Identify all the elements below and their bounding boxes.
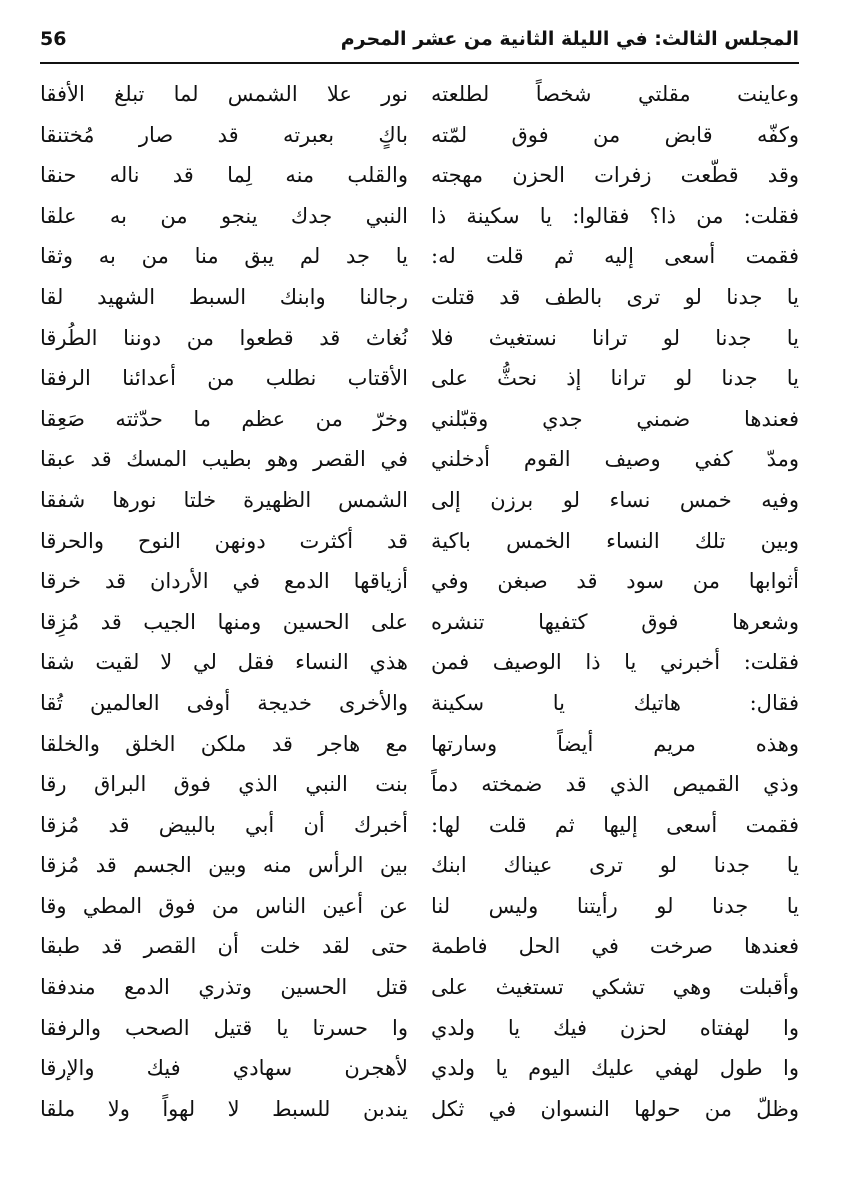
verse-second-half: في القصر وهو بطيب المسك قد عبقا: [40, 447, 408, 472]
verse-second-half: بين الرأس منه وبين الجسم قد مُزقا: [40, 853, 408, 878]
verse-first-half: يا جدنا لو ترى بالطف قد قتلت: [431, 284, 799, 309]
verse-second-half: وا حسرتا يا قتيل الصحب والرفقا: [40, 1015, 408, 1040]
page-number: 56: [40, 28, 67, 50]
verse-second-half: مع هاجر قد ملكن الخلق والخلقا: [40, 731, 408, 756]
verse-first-half: فقمت أسعى إليه ثم قلت له:: [431, 244, 799, 269]
verse-second-half: قتل الحسين وتذري الدمع مندفقا: [40, 975, 408, 1000]
verse-second-half: عن أعين الناس من فوق المطي وقا: [40, 893, 408, 918]
verse-second-half: نُغاث قد قطعوا من دوننا الطُرقا: [40, 325, 408, 350]
verse-first-half: فعندها ضمني جدي وقبّلني: [431, 406, 799, 431]
verse-second-half: باكٍ بعبرته قد صار مُختنقا: [40, 122, 408, 147]
verse-first-half: فقلت: من ذا؟ فقالوا: يا سكينة ذا: [431, 203, 799, 228]
verse-first-half: أثوابها من سود قد صبغن وفي: [431, 569, 799, 594]
verse-first-half: وبين تلك النساء الخمس باكية: [431, 528, 799, 553]
poem-first-hemistichs: [431, 74, 799, 1129]
verse-first-half: فعندها صرخت في الحل فاطمة: [431, 934, 799, 959]
verse-second-half: والقلب منه لِما قد ناله حنقا: [40, 163, 408, 188]
verse-first-half: وعاينت مقلتي شخصاً لطلعته: [431, 82, 799, 106]
verse-second-half: أزياقها الدمع في الأردان قد خرقا: [40, 569, 408, 594]
verse-first-half: وظلّ من حولها النسوان في ثكل: [431, 1096, 799, 1121]
verse-first-half: وأقبلت وهي تشكي تستغيث على: [431, 975, 799, 1000]
verse-second-half: هذي النساء فقل لي لا لقيت شقا: [40, 650, 408, 675]
verse-first-half: وشعرها فوق كتفيها تنشره: [431, 609, 799, 634]
verse-first-half: يا جدنا لو رأيتنا وليس لنا: [431, 893, 799, 918]
verse-second-half: على الحسين ومنها الجيب قد مُزِقا: [40, 609, 408, 634]
verse-second-half: النبي جدك ينجو من به علقا: [40, 203, 408, 228]
verse-second-half: وخرّ من عظم ما حدّثته صَعِقا: [40, 406, 408, 431]
verse-second-half: يا جد لم يبق منا من به وثقا: [40, 244, 408, 269]
verse-first-half: وفيه خمس نساء لو برزن إلى: [431, 487, 799, 512]
verse-second-half: نور علا الشمس لما تبلغ الأفقا: [40, 82, 408, 106]
verse-first-half: فقلت: أخبرني يا ذا الوصيف فمن: [431, 650, 799, 675]
verse-first-half: ومدّ كفي وصيف القوم أدخلني: [431, 447, 799, 472]
verse-second-half: لأهجرن سهادي فيك والإرقا: [40, 1056, 408, 1081]
verse-first-half: يا جدنا لو ترانا إذ نحثُّ على: [431, 366, 799, 391]
verse-first-half: وذي القميص الذي قد ضمخته دماً: [431, 772, 799, 797]
verse-first-half: وا لهفتاه لحزن فيك يا ولدي: [431, 1015, 799, 1040]
verse-first-half: يا جدنا لو ترانا نستغيث فلا: [431, 325, 799, 350]
verse-first-half: وكفّه قابض من فوق لمّته: [431, 122, 799, 147]
verse-first-half: وقد قطّعت زفرات الحزن مهجته: [431, 163, 799, 188]
running-title: المجلس الثالث: في الليلة الثانية من عشر المحرم: [340, 28, 799, 50]
poem-second-hemistichs: [40, 74, 408, 1129]
poem: [40, 74, 799, 1174]
page-header: [40, 28, 799, 64]
verse-first-half: يا جدنا لو ترى عيناك ابنك: [431, 853, 799, 878]
verse-second-half: رجالنا وابنك السبط الشهيد لقا: [40, 284, 408, 309]
verse-second-half: الشمس الظهيرة خلتا نورها شفقا: [40, 487, 408, 512]
verse-second-half: أخبرك أن أبي بالبيض قد مُزقا: [40, 812, 408, 837]
verse-first-half: فقال: هاتيك يا سكينة: [431, 690, 799, 715]
verse-second-half: والأخرى خديجة أوفى العالمين تُقا: [40, 690, 408, 715]
verse-first-half: وا طول لهفي عليك اليوم يا ولدي: [431, 1056, 799, 1081]
verse-second-half: بنت النبي الذي فوق البراق رقا: [40, 772, 408, 797]
verse-second-half: قد أكثرت دونهن النوح والحرقا: [40, 528, 408, 553]
verse-first-half: وهذه مريم أيضاً وسارتها: [431, 731, 799, 756]
verse-first-half: فقمت أسعى إليها ثم قلت لها:: [431, 812, 799, 837]
verse-second-half: الأقتاب نطلب من أعدائنا الرفقا: [40, 366, 408, 391]
verse-second-half: حتى لقد خلت أن القصر قد طبقا: [40, 934, 408, 959]
verse-second-half: يندبن للسبط لا لهواً ولا ملقا: [40, 1096, 408, 1121]
